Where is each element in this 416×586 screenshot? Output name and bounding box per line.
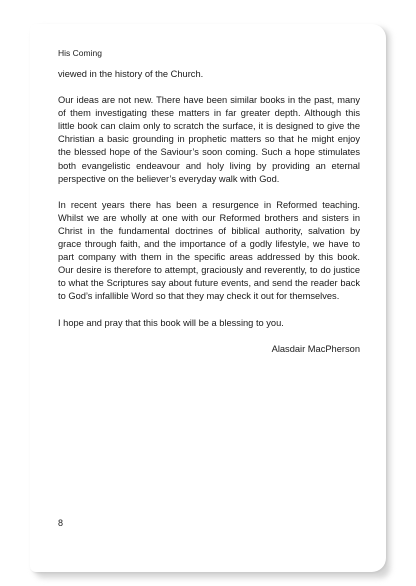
running-title: His Coming <box>58 48 102 58</box>
book-page <box>30 24 386 572</box>
author-signature: Alasdair MacPherson <box>271 343 360 354</box>
paragraph-2: Our ideas are not new. There have been similar books in the past, many of them investigating these matters in far greater depth. Although this little book can claim only to scratch the surface, it is designed to give the Christian a basic grounding in prophetic matters so that he might enjoy the blessed hope of the Saviour’s soon coming. Such a hope stimulates both evangelistic endeavour and holy living by providing an eternal perspective on the believer’s everyday walk with God. <box>58 95 360 184</box>
page-number: 8 <box>58 518 64 528</box>
paragraph-4: I hope and pray that this book will be a blessing to you. <box>58 317 284 328</box>
paragraph-3: In recent years there has been a resurgence in Reformed teaching. Whilst we are wholly at one with our Reformed brothers and sisters in Christ in the fundamental doctrines of biblical authority, salvation by grace through faith, and the importance of a godly lifestyle, we have to part company with them in the specific areas addressed by this book. Our desire is therefore to attempt, graciously and reverently, to do justice to what the Scriptures say about future events, and send the reader back to God’s infallible Word so that they may check it out for themselves. <box>58 199 360 302</box>
body-text <box>58 68 360 356</box>
paragraph-1: viewed in the history of the Church. <box>58 69 204 79</box>
